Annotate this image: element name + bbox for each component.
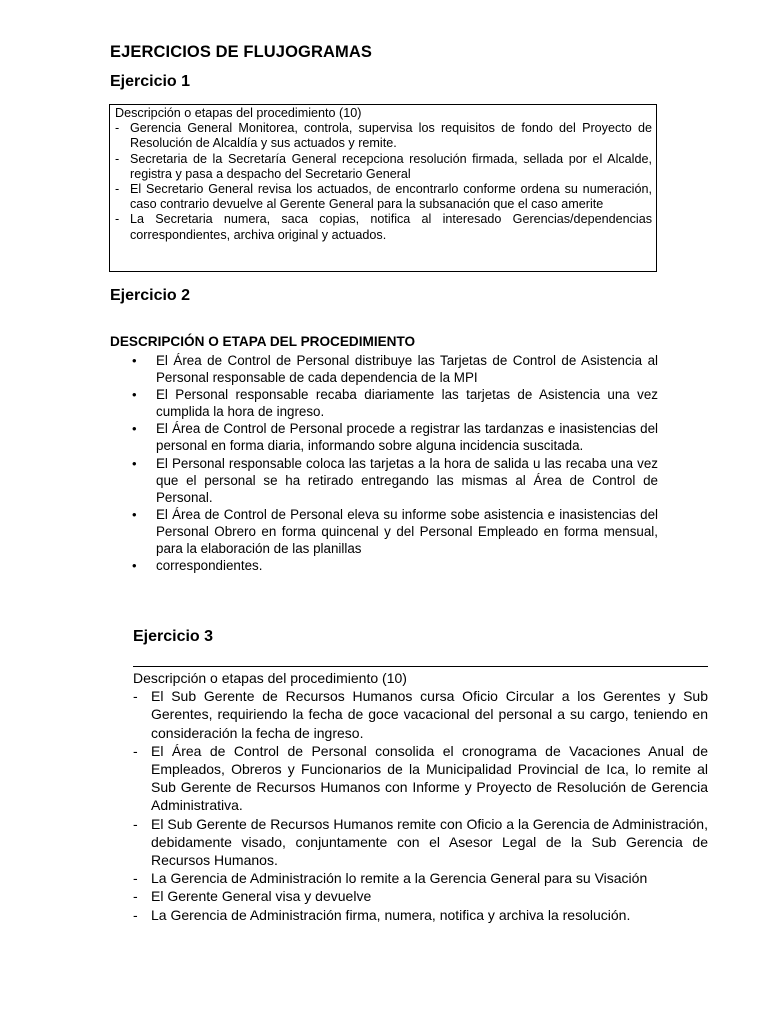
exercise-3-box bbox=[133, 666, 708, 924]
list-item: • correspondientes. bbox=[130, 557, 658, 574]
list-item: - La Gerencia de Administración firma, numera, notifica y archiva la resolución. bbox=[133, 906, 708, 924]
list-item: • El Área de Control de Personal procede a registrar las tardanzas e inasistencias del personal en forma diaria, informando sobre alguna incidencia suscitada. bbox=[130, 420, 658, 454]
list-item: - El Gerente General visa y devuelve bbox=[133, 887, 708, 905]
exercise-2-heading: Ejercicio 2 bbox=[110, 287, 191, 304]
exercise-1-steps bbox=[115, 121, 652, 243]
exercise-2-subheading: DESCRIPCIÓN O ETAPA DEL PROCEDIMIENTO bbox=[110, 334, 416, 349]
list-item: • El Área de Control de Personal distribuye las Tarjetas de Control de Asistencia al Personal responsable de cada dependencia de la MPI bbox=[130, 352, 658, 386]
list-item: • El Personal responsable coloca las tarjetas a la hora de salida u las recaba una vez que el personal se ha retirado entregando las mismas al Área de Control de Personal. bbox=[130, 455, 658, 506]
list-item: - El Secretario General revisa los actuados, de encontrarlo conforme ordena su numeración, caso contrario devuelve al Gerente General para la subsanación que el caso amerite bbox=[115, 182, 652, 212]
exercise-1-box bbox=[109, 104, 657, 272]
list-item: - Secretaria de la Secretaría General recepciona resolución firmada, sellada por el Alcalde, registra y pasa a despacho del Secretario General bbox=[115, 152, 652, 182]
list-item: - El Sub Gerente de Recursos Humanos remite con Oficio a la Gerencia de Administración, debidamente visado, conjuntamente con el Asesor Legal de la Sub Gerencia de Recursos Humanos. bbox=[133, 815, 708, 870]
list-item: - La Gerencia de Administración lo remite a la Gerencia General para su Visación bbox=[133, 869, 708, 887]
list-item: - La Secretaria numera, saca copias, notifica al interesado Gerencias/dependencias correspondientes, archiva original y actuados. bbox=[115, 212, 652, 242]
exercise-3-steps bbox=[133, 687, 708, 924]
list-item: - Gerencia General Monitorea, controla, supervisa los requisitos de fondo del Proyecto de Resolución de Alcaldía y sus actuados y remite. bbox=[115, 121, 652, 151]
exercise-3-heading: Ejercicio 3 bbox=[133, 628, 214, 645]
list-item: - El Área de Control de Personal consolida el cronograma de Vacaciones Anual de Empleados, Obreros y Funcionarios de la Municipalidad Provincial de Ica, lo remite al Sub Gerente de Recursos Humanos con Informe y Proyecto de Resolución de Gerencia Administrativa. bbox=[133, 742, 708, 815]
page-title: EJERCICIOS DE FLUJOGRAMAS bbox=[110, 43, 372, 61]
exercise-2-steps bbox=[130, 352, 658, 574]
list-item: - El Sub Gerente de Recursos Humanos cursa Oficio Circular a los Gerentes y Sub Gerentes, requiriendo la fecha de goce vacacional del personal a su cargo, teniendo en consideración la fecha de ingreso. bbox=[133, 687, 708, 742]
list-item: • El Área de Control de Personal eleva su informe sobe asistencia e inasistencias del Personal Obrero en forma quincenal y del Personal Empleado en forma mensual, para la elaboración de las planillas bbox=[130, 506, 658, 557]
exercise-1-box-title: Descripción o etapas del procedimiento (10) bbox=[115, 106, 362, 120]
exercise-1-heading: Ejercicio 1 bbox=[110, 73, 191, 90]
list-item: • El Personal responsable recaba diariamente las tarjetas de Asistencia una vez cumplida la hora de ingreso. bbox=[130, 386, 658, 420]
exercise-3-box-title: Descripción o etapas del procedimiento (10) bbox=[133, 670, 407, 686]
